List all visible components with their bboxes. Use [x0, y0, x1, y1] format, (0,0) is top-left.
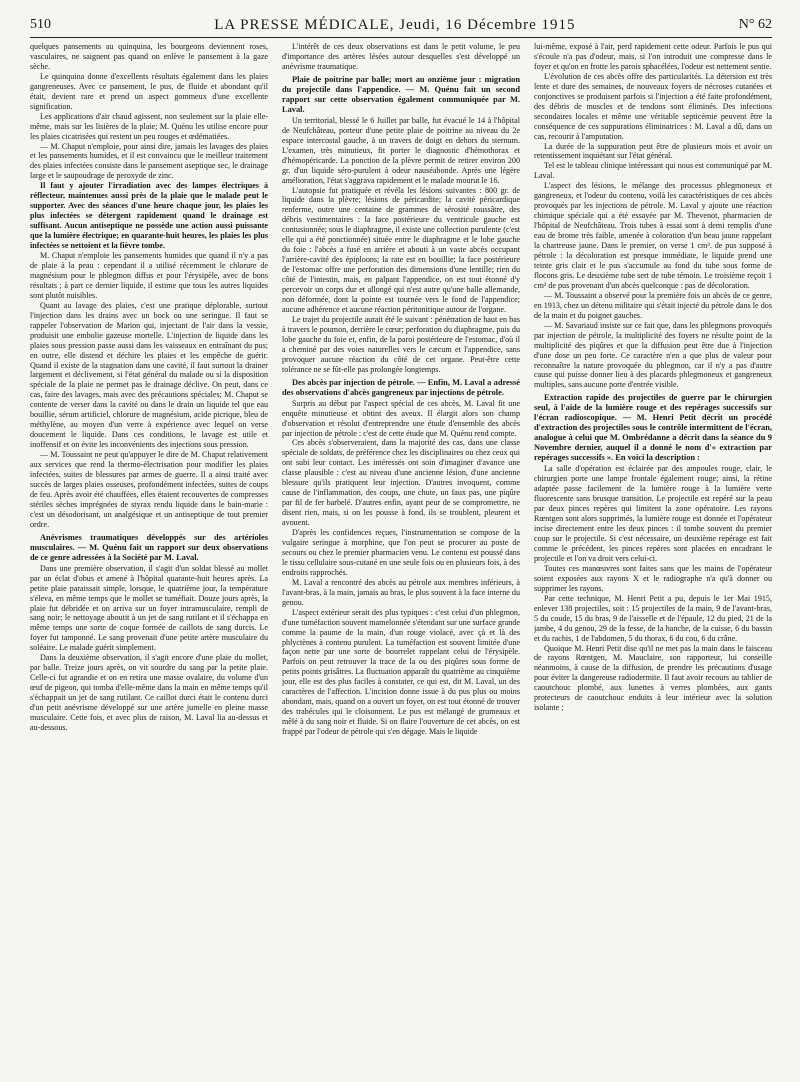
paragraph: Par cette technique, M. Henri Petit a pu, depuis le 1er Mai 1915, enlever 138 projectiles, soit : 15 projectiles de la main, 9 de l'avant-bras, 5 du coude, 15 du bras, 9 de l'aisselle et de l'épaule, 12 du pied, 21 de la jambe, 4 du genou, 29 de la fesse, de la hanche, de la cuisse, 6 du bassin et du rachis, 1 de l'abdomen, 5 du thorax, 6 du cou, 6 du crâne. [534, 593, 772, 643]
paragraph: L'autopsie fut pratiquée et révéla les lésions suivantes : 800 gr. de liquide dans la plèvre; lésions de péricardite; la cavité péricardique renferme, outre une centaine de grammes de sérosité roussâtre, des débris vestimentaires : la face postérieure du ventricule gauche est contusionnée; sous le diaphragme, il existe une collection purulente (c'est elle qui a été ponctionnée) située entre le diaphragme et le lobe gauche du foie : l'abcès a fusé en arrière et abouti à un vaste abcès occupant l'arrière-cavité des épiploons; la rate est en bouillie; la face postérieure de l'estomac offre une perforation des dimensions d'une lentille; rien du côté de l'intestin, mais, en palpant l'appendice, on est tout étonné d'y percevoir un corps dur et allongé qui n'est autre qu'une balle allemande, non déformée, dont la pointe est tournée vers le fond de l'appendice; aucune adhérence et aucune réaction péritonitique autour de l'organe. [282, 185, 520, 314]
paragraph: Les applications d'air chaud agissent, non seulement sur la plaie elle-même, mais sur les lisières de la plaie; M. Quénu les utilise encore pour les plaies cicatrisées qui restent un peu rouges et œdématiées. [30, 111, 268, 141]
page-number: 510 [30, 17, 51, 32]
issue-date: , Jeudi, 16 Décembre 1915 [389, 16, 576, 33]
paragraph: Tel est le tableau clinique intéressant qui nous est communiqué par M. Laval. [534, 161, 772, 181]
paragraph: lui-même, exposé à l'air, perd rapidement cette odeur. Parfois le pus qui s'écoule n'a pas d'odeur, mais, si l'on introduit une compresse dans le foyer et qu'on en frotte les parois sphacélées, l'odeur est nettement sentie. [534, 42, 772, 71]
column-1 [30, 42, 268, 1072]
paragraph: — M. Toussaint a observé pour la première fois un abcès de ce genre, en 1913, chez un détenu militaire qui s'était injecté du pétrole dans le dos de la main et du poignet gauches. [534, 290, 772, 320]
paragraph: — M. Savariaud insiste sur ce fait que, dans les phlegmons provoqués par injection de pétrole, la multiplicité des foyers ne résulte point de la multiplicité des piqûres et que la diffusion peut être due à l'injection d'une dose un peu forte. Ce caractère n'en a que plus de valeur pour reconnaître la nature provoquée du phlegmon, car il n'y a pas d'autre cause qui puisse donner lieu à des placards phlegmoneux et gangreneux multiples, sans aucune porte d'entrée visible. [534, 320, 772, 390]
paragraph: D'après les confidences reçues, l'instrumentation se compose de la vulgaire seringue à morphine, que l'on peut se procurer au poste de secours ou chez le premier pharmacien venu. Le contenu est poussé dans le tissu cellulaire sous-cutané en une seule fois ou en plusieurs fois, à des endroits rapprochés. [282, 528, 520, 577]
paragraph: — M. Chaput n'emploie, pour ainsi dire, jamais les lavages des plaies et les pansements humides, et il est convaincu que le meilleur traitement des plaies infectées consiste dans le pansement aseptique sec, le drainage large et le saupoudrage de peroxyde de zinc. [30, 141, 268, 181]
header-rule [30, 37, 772, 38]
paragraph: L'évolution de ces abcès offre des particularités. La détersion est très lente et dure des semaines, de nouveaux foyers de nécroses cutanées et conjonctives se produisent parfois si l'injection a été faite profondément, des débris de muscles et de tendons sont éliminés. Des infections secondaires locales et même une véritable septicémie peuvent être la conséquence de ces suppurations éliminatrices : M. Laval a dû, dans un cas, recourir à l'amputation. [534, 71, 772, 141]
section-heading: Plaie de poitrine par balle; mort au onzième jour : migration du projectile dans l'appendice. — M. Quénu fait un second rapport sur cette observation également communiquée par M. Laval. [282, 74, 520, 114]
paragraph: Dans une première observation, il s'agit d'un soldat blessé au mollet par un éclat d'obus et amené à l'hôpital quarante-huit heures après. La petite plaie paraissait simple, lorsque, le quatrième jour, la température s'éleva, en même temps que le mollet se tuméfiait. Douze jours après, la plaie fut débridée et on arriva sur un foyer intramusculaire, rempli de sang noir; le nettoyage aboutit à un jet de sang rutilant et il s'échappa en même temps une sorte de coque formée de caillots de sang durcis. Le foyer fut tamponné. Le sang provenait d'une petite artère musculaire du soléaire. Le malade guérit simplement. [30, 563, 268, 653]
paragraph-bold: Il faut y ajouter l'irradiation avec des lampes électriques à réflecteur, maintenues aussi près de la plaie que le malade peut le supporter. Avec des séances d'une heure chaque jour, les plaies les plus infectées se détergent rapidement quand le drainage est suffisant. Aucun antiseptique ne possède une action aussi puissante que la lumière électrique; en quarante-huit heures, les plaies les plus infectées se nettoient et la fièvre tombe. [30, 181, 268, 251]
paragraph: Le quinquina donne d'excellents résultats également dans les plaies gangreneuses. Avec ce pansement, le pus, de fluide et abondant qu'il était, devient rare et prend un aspect gommeux d'une excellente signification. [30, 71, 268, 111]
paragraph: Le trajet du projectile aurait été le suivant : pénétration de haut en bas à travers le poumon, derrière le cœur; perforation du diaphragme, puis du lobe gauche du foie et, enfin, de la paroi postérieure de l'estomac, d'où il a cheminé par des voies naturelles vers le cæcum et l'appendice, sans provoquer aucune réaction du côté de cet organe. Peut-être cette tolérance ne se fût-elle pas prolongée longtemps. [282, 314, 520, 374]
paragraph: — M. Toussaint ne peut qu'appuyer le dire de M. Chaput relativement aux services que rend la thermo-électrisation pour modifier les plaies infectées, suites de blessures par armes de guerre. Il a ainsi traité avec succès de larges plaies osseuses, profondément infectées, suites de coups de feu. Après avoir été chauffées, elles étaient recouvertes de compresses stériles sèches imprégnées de styrax rendu liquide dans le bain-marie : c'est un désodorisant, un analgésique et un antiseptique de tout premier ordre. [30, 450, 268, 529]
section-heading: Extraction rapide des projectiles de guerre par le chirurgien seul, à l'aide de la lumière rouge et des repérages successifs sur l'écran radioscopique. — M. Henri Petit décrit un procédé d'extraction des projectiles sous le contrôle intermittent de l'écran, analogue à celui que M. Ombrédanne a décrit dans la séance du 9 Novembre dernier, auquel il a donné le nom d'« extraction par repérages successifs ». En voici la description : [534, 393, 772, 463]
paragraph: La salle d'opération est éclairée par des ampoules rouge, clair, le chirurgien porte une lampe frontale également rouge; ainsi, la rétine adaptée passe facilement de la lumière rouge à la lumière verte fluorescente sans brusque transition. Le projectile est repéré sur la peau par deux pinces repères qui limitent la zone opératoire. Les rayons Rœntgen sont alors supprimés, la lumière rouge est donnée et l'opérateur incise directement entre les deux pinces : il tombe souvent du premier coup sur le projectile. Si c'est nécessaire, un deuxième repérage est fait comme le précédent, les pinces repères sont placées en encadrant le projectile et l'on va droit vers celui-ci. [534, 464, 772, 563]
paragraph: Quant au lavage des plaies, c'est une pratique déplorable, surtout l'injection dans les drains avec un bock ou une seringue. Il faut se rappeler l'observation de Marion qui, injectant de l'air dans la vessie, produisit une embolie gazeuse mortelle. L'injection de liquide dans les plaies sous pression passe aussi dans les vaisseaux en entraînant du pus; en outre, elle distend et déchire les plaies et les empêche de guérir. Quand il existe de la stagnation dans une cavité, il faut surtout la drainer largement et déclivement, si l'état général du malade ou si la disposition spéciale de la plaie ne permet pas le drainage déclive. On peut, dans ce cas, faire des lavages, mais avec des précautions spéciales; M. Chaput se contente de verser dans la cavité ou dans le drain un liquide tel que eau bouillie, sérum artificiel, chlorure de magnésium, acide picrique, bleu de méthylène, au moyen d'un verre à expérience avec lequel on verse doucement le liquide. Dans ces conditions, le lavage est utile et inoffensif et on évite les inconvénients des injections sous pression. [30, 300, 268, 450]
paragraph: Un territorial, blessé le 6 Juillet par balle, fut évacué le 14 à l'hôpital de Neufchâteau, porteur d'une petite plaie de poitrine au niveau du 2e espace intercostal gauche, à un travers de doigt en dehors du sternum. L'examen, très minutieux, fit porter le diagnostic d'hémothorax et d'hémopéricarde. La ponction de la plèvre permit de retirer environ 200 gr. d'un liquide séro-purulent à odeur nauséabonde. Après une légère amélioration, l'état s'aggrava rapidement et le malade mourut le 16. [282, 115, 520, 185]
section-heading: Anévrismes traumatiques développés sur des artérioles musculaires. — M. Quénu fait un rapport sur deux observations de ce genre adressées à la Société par M. Laval. [30, 532, 268, 562]
paragraph: M. Chaput n'emploie les pansements humides que quand il n'y a pas de plaie à la peau : cependant il a utilisé récemment le chlorure de magnésium pour le phlegmon diffus et pour l'érysipèle, avec de bons résultats ; à part ce dernier liquide, il estime que tous les autres liquides sont plutôt nuisibles. [30, 251, 268, 300]
paragraph: La durée de la suppuration peut être de plusieurs mois et avoir un retentissement inquiétant sur l'état général. [534, 141, 772, 161]
paragraph: Dans la deuxième observation, il s'agit encore d'une plaie du mollet, par balle. Treize jours après, on vit sourdre du sang par la petite plaie. Celle-ci fut agrandie et on en retira une masse ovalaire, du volume d'un œuf de pigeon, qui tomba d'elle-même dans la main en même temps qu'il s'échappait un jet de sang rutilant. Ce caillot durci était le contenu durci d'un petit anévrisme développé sur une artère jumelle en pleine masse musculaire. Cette fois, et avec plus de raison, M. Laval lia au-dessus et au-dessous. [30, 653, 268, 732]
paragraph: Toutes ces manœuvres sont faites sans que les mains de l'opérateur soient exposées aux rayons X et le radiographe n'a qu'à donner ou supprimer les rayons. [534, 563, 772, 593]
paragraph: quelques pansements au quinquina, les bourgeons deviennent roses, vasculaires, ne saignent pas quand on enlève le pansement à la gaze sèche. [30, 42, 268, 71]
page-header [30, 14, 772, 36]
column-3 [534, 42, 772, 1072]
paragraph: L'intérêt de ces deux observations est dans le petit volume, le peu d'importance des artères lésées autour desquelles s'est développé un anévrisme traumatique. [282, 42, 520, 71]
column-2 [282, 42, 520, 1072]
paragraph: Surpris au début par l'aspect spécial de ces abcès, M. Laval fit une enquête minutieuse et obtint des aveux. Il élargit alors son champ d'observation et résolut d'entreprendre une étude d'ensemble des abcès par injection de pétrole : c'est de cette étude que M. Quénu rend compte. [282, 398, 520, 438]
paragraph: L'aspect extérieur serait des plus typiques : c'est celui d'un phlegmon, d'une tuméfaction souvent mamelonnée s'étendant sur une surface grande comme la paume de la main, d'un rouge violacé, avec çà et là des phlyctènes à contenu purulent. La tuméfaction est souvent limitée d'une façon nette par une sorte de bourrelet rappelant celui de l'érysipèle. Parfois on peut retrouver la trace de la ou des piqûres sous forme de petits points grisâtres. La fluctuation apparaît du quatrième au cinquième jour, elle est des plus faciles à constater, ce qui est, dit M. Laval, un des caractères de l'affection. L'incision donne issue à du pus plus ou moins abondant, mais, quand on a ouvert un foyer, on est tout étonné de trouver des trabécules qui le cloisonnent. Le pus est mélangé de grumeaux et mêlé à du sang noir et fluide. Si on flaire l'ouverture de cet abcès, on est frappé par l'odeur de pétrole qui s'en dégage. Mais le liquide [282, 607, 520, 737]
section-heading: Des abcès par injection de pétrole. — Enfin, M. Laval a adressé des observations d'abcès gangreneux par injections de pétrole. [282, 377, 520, 397]
journal-name: LA PRESSE MÉDICALE [214, 16, 390, 33]
paragraph: Ces abcès s'observeraient, dans la majorité des cas, dans une classe spéciale de soldats, de préférence chez les disciplinaires ou chez ceux qui ont subi leur contact. Les intéressés ont soin d'imaginer d'avance une classe plausible : c'est au niveau d'une ancienne lésion, d'une ancienne blessure qu'ils pratiquent leur injection. D'autres invoquent, comme cause de l'inflammation, des coups, une chute, un faux pas, une piqûre par fil de fer barbelé. D'autres enfin, ayant peur de se compromettre, ne disent rien, mais, si on les pousse à fond, ils se troublent, pleurent et avouent. [282, 438, 520, 528]
journal-title [214, 17, 575, 34]
paragraph: L'aspect des lésions, le mélange des processus phlegmoneux et gangreneux, et l'odeur du contenu, voilà les caractéristiques de ces abcès provoqués par les injections de pétrole. M. Laval y ajoute une réaction chimique spéciale qui a été essayée par M. Thevenot, pharmacien de l'hôpital de Neufchâteau. Trois tubes à essai sont à demi remplis d'une eau de brome très faible, amenée à coloration d'un beau jaune rappelant la chartreuse jaune. Dans le premier, on verse 1 cm³. de pus supposé à pétrole : la décoloration est presque immédiate, le liquide prend une teinte gris clair et le pus s'accumule au fond du tube sous forme de flocons gris. Le deuxième tube sert de tube témoin. Le troisième reçoit 1 cm³ de pus provenant d'un abcès quelconque : pas de décoloration. [534, 181, 772, 290]
paragraph: Quoique M. Henri Petit dise qu'il ne met pas la main dans le faisceau de rayons Rœntgen, M. Mauclaire, son rapporteur, lui conseille néanmoins, à cause de la diffusion, de prendre les précautions d'usage pour éviter la dangereuse radiodermite. Il faut avoir recours au tablier de caoutchouc plombé, aux lunettes à verres plombées, aux gants protecteurs de caoutchouc enduits à leur intérieur avec la solution isolante ; [534, 643, 772, 713]
issue-number: N° 62 [738, 17, 772, 32]
paragraph: M. Laval a rencontré des abcès au pétrole aux membres inférieurs, à l'avant-bras, à la main, jamais au bras, le plus souvent à la face interne du genou. [282, 577, 520, 607]
